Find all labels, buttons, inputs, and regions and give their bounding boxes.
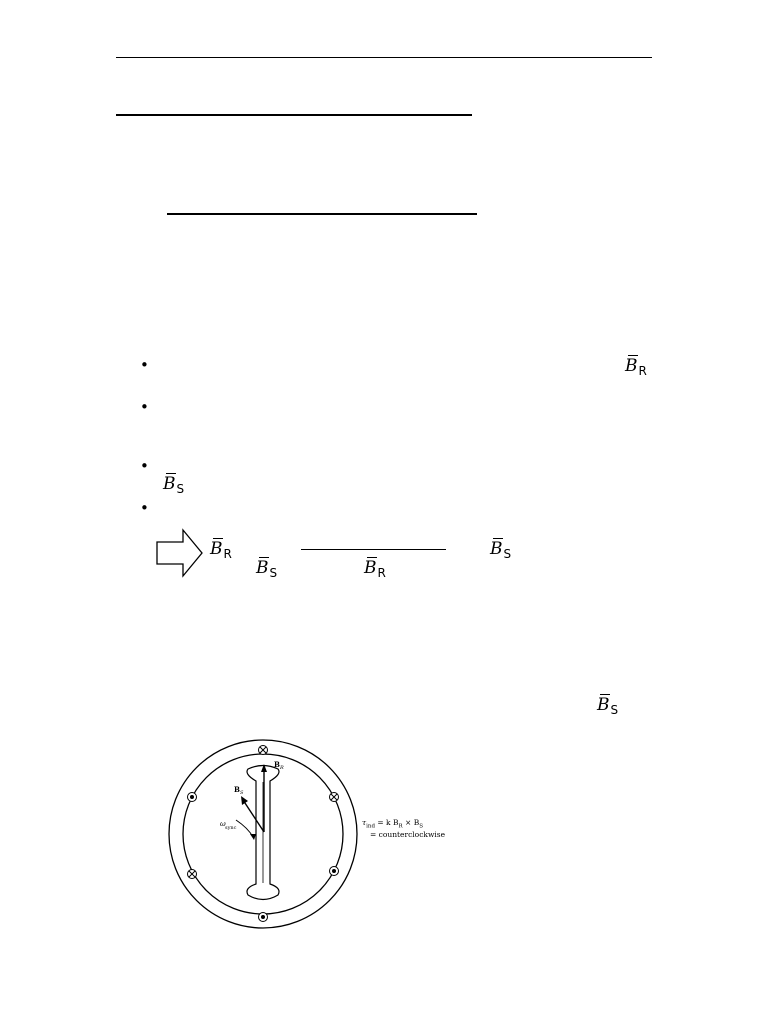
bullet-4: •: [140, 499, 149, 517]
label-br-sub: R: [280, 765, 284, 771]
bullet-3: •: [140, 457, 149, 475]
symbol-b-stator-1: $B_S$: [163, 474, 185, 496]
conductor-into-page-icon: [259, 746, 268, 755]
symbol-b-rotor-1: $B_R$: [625, 356, 647, 378]
header-rule: [116, 57, 652, 58]
torque-equation: $\tau_{ind} = k$ $B_R \times B_S$ = counterclockwise: [362, 818, 446, 840]
conductor-out-of-page-icon: [330, 867, 339, 876]
conductor-into-page-icon: [330, 793, 339, 802]
symbol-b-rotor-2: $B_R$: [210, 539, 232, 561]
implies-arrow-icon: [155, 528, 205, 578]
bullet-1: •: [140, 356, 149, 374]
label-bs: B: [234, 785, 240, 794]
synchronous-machine-figure: [164, 738, 454, 930]
label-br: B: [274, 760, 280, 769]
heading-underline: [116, 114, 472, 116]
label-omega-sub: sync: [225, 825, 237, 831]
symbol-b-rotor-3: $B_R$: [364, 558, 386, 580]
symbol-b-stator-4: $B_S$: [597, 695, 619, 717]
inline-underline: [301, 549, 446, 550]
conductor-out-of-page-icon: [259, 913, 268, 922]
label-bs-sub: S: [240, 790, 244, 796]
symbol-b-stator-2: $B_S$: [490, 539, 512, 561]
conductor-out-of-page-icon: [188, 793, 197, 802]
label-omega: ω: [220, 820, 226, 828]
subheading-underline: [167, 213, 477, 215]
conductor-into-page-icon: [188, 870, 197, 879]
symbol-b-stator-3: $B_S$: [256, 558, 278, 580]
bullet-2: •: [140, 398, 149, 416]
